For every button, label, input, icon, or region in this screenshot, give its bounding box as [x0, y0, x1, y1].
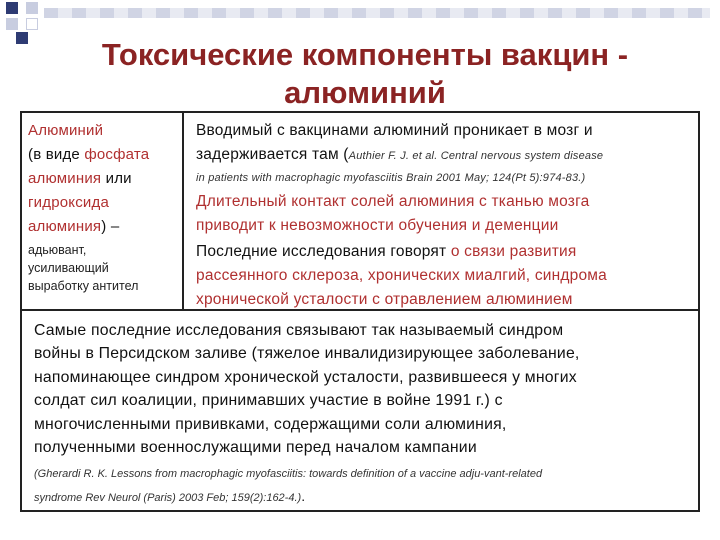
left-small-2: усиливающий — [28, 261, 109, 275]
left-small-1: адьювант, — [28, 243, 87, 257]
bottom-cell — [20, 309, 700, 512]
bottom-line-2: войны в Персидском заливе (тяжелое инвалидизирующее заболевание, — [34, 345, 580, 363]
decor-top-bar — [44, 8, 710, 18]
right-p1-line-2: задерживается там (Authier F. J. et al. Central nervous system disease — [196, 146, 604, 163]
decor-square-2 — [26, 2, 38, 14]
bottom-line-5: многочисленными прививками, содержащими соли алюминия, — [34, 415, 507, 433]
right-p3-line-2: рассеянного склероза, хронических миалгий, синдрома — [196, 267, 607, 284]
bottom-line-3: напоминающее синдром хронической усталости, развившееся у многих — [34, 368, 577, 386]
right-p1-line-1: Вводимый с вакцинами алюминий проникает в мозг и — [196, 122, 593, 139]
bottom-line-4: солдат сил коалиции, принимавших участие в войне 1991 г.) с — [34, 392, 503, 410]
bottom-line-1: Самые последние исследования связывают так называемый синдром — [34, 322, 564, 339]
left-line-4: гидроксида — [28, 194, 109, 211]
page-title — [60, 36, 670, 112]
decor-square-5 — [16, 32, 28, 44]
left-cell — [20, 111, 184, 311]
decor-square-3 — [6, 18, 18, 30]
bottom-cite-line-1: (Gherardi R. K. Lessons from macrophagic myofasciitis: towards definition of a vaccine adju-vant-related — [34, 468, 543, 481]
right-p3-line-3: хронической усталости с отравлением алюминием — [196, 291, 573, 308]
right-p3-line-1: Последние исследования говорят о связи развития — [196, 243, 577, 260]
decor-square-4 — [26, 18, 38, 30]
left-line-5: алюминия) – — [28, 218, 120, 235]
bottom-cite-line-2: syndrome Rev Neurol (Paris) 2003 Feb; 159(2):162-4.). — [34, 488, 306, 505]
right-p2-line-2: приводит к невозможности обучения и деменции — [196, 217, 559, 234]
right-cell — [182, 111, 700, 311]
right-p1-cite: in patients with macrophagic myofasciitis Brain 2001 May; 124(Pt 5):974-83.) — [196, 172, 586, 184]
left-small-3: выработку антител — [28, 279, 139, 293]
left-heading: Алюминий — [28, 122, 104, 139]
title-line-1: Токсические компоненты вакцин - — [101, 37, 629, 72]
bottom-line-6: полученными военнослужащими перед началом кампании — [34, 439, 477, 457]
left-line-3: алюминия или — [28, 170, 132, 187]
right-p2-line-1: Длительный контакт солей алюминия с тканью мозга — [196, 193, 590, 210]
left-line-2: (в виде фосфата — [28, 146, 150, 163]
decor-square-1 — [6, 2, 18, 14]
title-line-2: алюминий — [284, 75, 446, 110]
